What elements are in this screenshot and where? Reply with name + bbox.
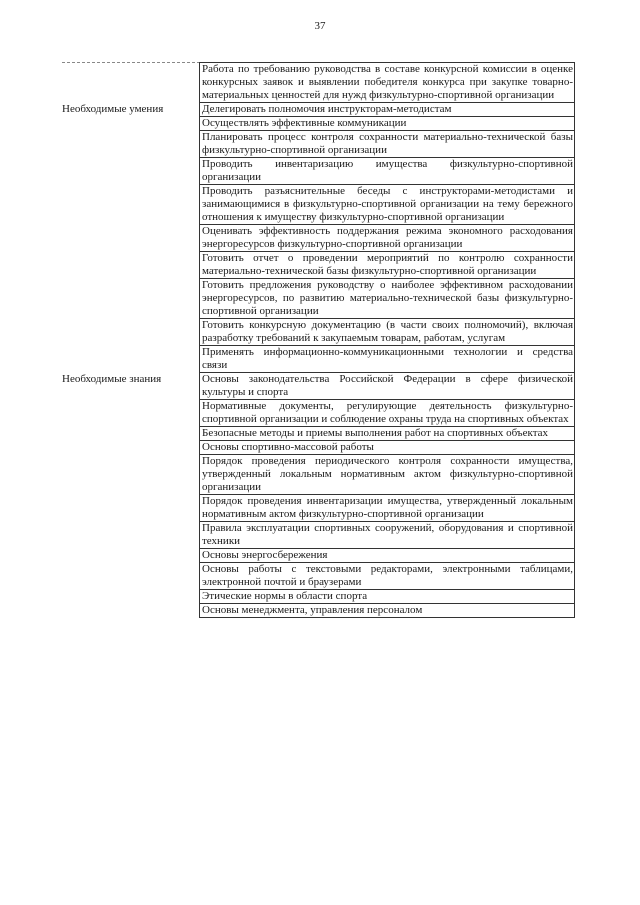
table-cell: Безопасные методы и приемы выполнения работ на спортивных объектах <box>200 427 575 441</box>
table-cell: Нормативные документы, регулирующие деятельность физкультурно-спортивной организации и соблюдение охраны труда на спортивных объектах <box>202 400 573 425</box>
knowledge-items <box>200 373 575 618</box>
table-cell: Готовить предложения руководству о наиболее эффективном расходовании энергоресурсов, по развитию материально-технической базы физкультурно-спортивной организации <box>202 279 573 317</box>
continued-label-cell <box>62 62 200 103</box>
table-cell: Делегировать полномочия инструкторам-методистам <box>200 103 575 117</box>
skills-row <box>62 103 575 373</box>
table-cell: Правила эксплуатации спортивных сооружений, оборудования и спортивной техники <box>202 522 573 547</box>
table-cell: Основы энергосбережения <box>200 549 575 563</box>
knowledge-label-cell <box>62 373 200 618</box>
skills-label-cell <box>62 103 200 373</box>
table-cell: Основы работы с текстовыми редакторами, электронными таблицами, электронной почтой и браузерами <box>202 563 573 588</box>
table-cell: Основы спортивно-массовой работы <box>200 441 575 455</box>
table-cell: Этические нормы в области спорта <box>200 590 575 604</box>
table-cell: Основы законодательства Российской Федерации в сфере физической культуры и спорта <box>202 373 573 398</box>
skills-label: Необходимые умения <box>62 103 164 115</box>
table-cell: Порядок проведения инвентаризации имущества, утвержденный локальным нормативным актом физкультурно-спортивной организации <box>202 495 573 520</box>
table-cell: Основы менеджмента, управления персоналом <box>200 604 575 618</box>
continued-items <box>200 62 575 103</box>
table-cell: Проводить разъяснительные беседы с инструкторами-методистами и занимающимися в физкультурно-спортивной организации на тему бережного отношения к имуществу физкультурно-спортивной организации <box>202 185 573 223</box>
table-cell: Работа по требованию руководства в составе конкурсной комиссии в оценке конкурсных заявок и выявлении победителя конкурса при закупке товарно-материальных ценностей для нужд физкультурно-спортивной организации <box>202 63 573 101</box>
continued-row <box>62 62 575 103</box>
table-cell: Проводить инвентаризацию имущества физкультурно-спортивной организации <box>202 158 573 183</box>
table-cell: Готовить отчет о проведении мероприятий по контролю сохранности материально-технической базы физкультурно-спортивной организации <box>202 252 573 277</box>
knowledge-label: Необходимые знания <box>62 373 162 385</box>
table-cell: Готовить конкурсную документацию (в части своих полномочий), включая разработку требований к закупаемым товарам, работам, услугам <box>202 319 573 344</box>
table-cell: Осуществлять эффективные коммуникации <box>200 117 575 131</box>
skills-items <box>200 103 575 373</box>
table-cell: Оценивать эффективность поддержания режима экономного расходования энергоресурсов физкультурно-спортивной организации <box>202 225 573 250</box>
knowledge-row <box>62 373 575 618</box>
page-number: 37 <box>314 20 326 32</box>
table-cell: Применять информационно-коммуникационными технологии и средства связи <box>202 346 573 371</box>
table-cell: Порядок проведения периодического контроля сохранности имущества, утвержденный локальным нормативным актом физкультурно-спортивной организации <box>202 455 573 493</box>
qualification-table <box>62 62 575 618</box>
table-cell: Планировать процесс контроля сохранности материально-технической базы физкультурно-спортивной организации <box>202 131 573 156</box>
